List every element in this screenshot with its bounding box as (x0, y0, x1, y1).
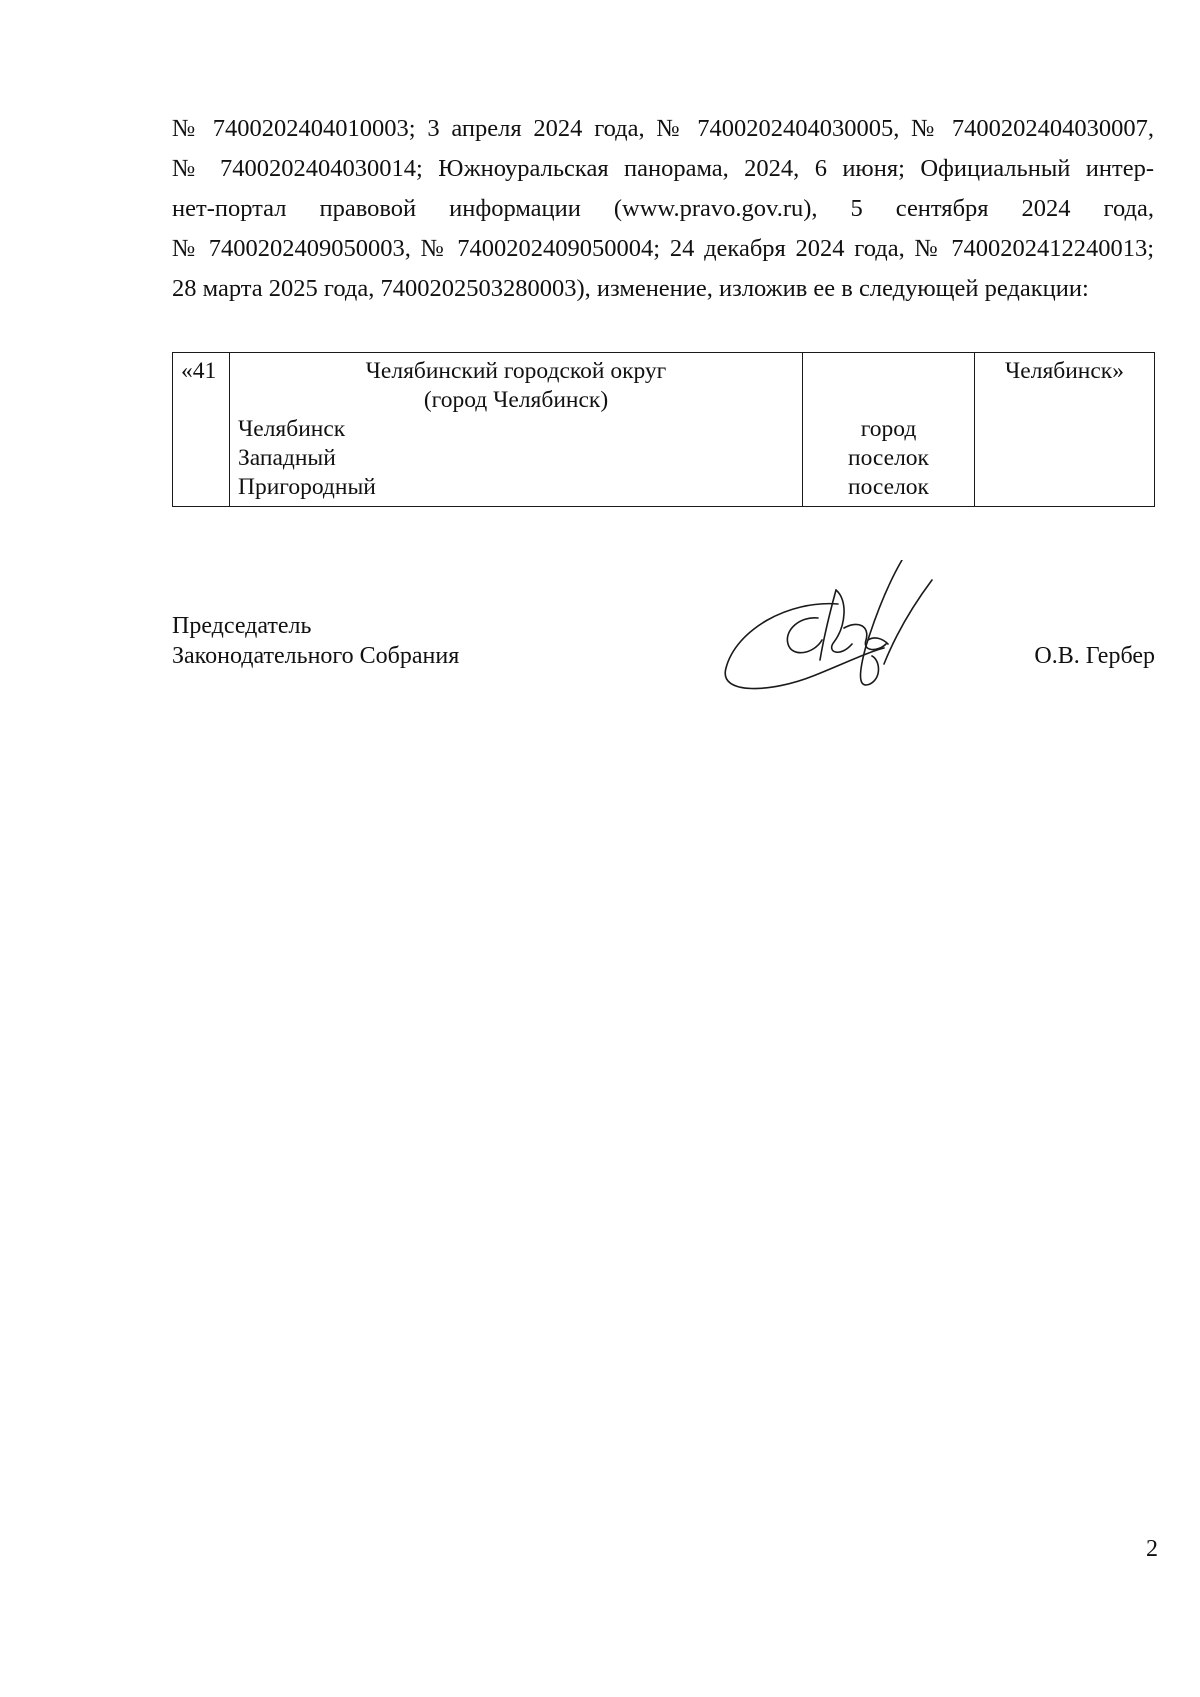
position-line: Председатель (172, 613, 312, 639)
row-number: «41 (181, 358, 217, 384)
position-line: Законодательного Собрания (172, 643, 460, 669)
intro-line: 28 марта 2025 года, 7400202503280003), изменение, изложив ее в следующей редакции: (172, 275, 1089, 302)
handwritten-signature (718, 560, 940, 698)
settlement-type-cell (803, 353, 975, 507)
district-title: Челябинский городской округ (365, 358, 667, 384)
settlement-name: Челябинск (238, 416, 346, 442)
district-subtitle: (город Челябинск) (423, 387, 609, 413)
settlement-list (238, 415, 794, 502)
intro-line: № 7400202404010003; 3 апреля 2024 года, № 7400202404030005, № 7400202404030007, (172, 115, 1154, 142)
district-cell (230, 353, 803, 507)
signatory-position (172, 611, 459, 671)
intro-line: № 7400202404030014; Южноуральская панорама, 2024, 6 июня; Официальный интер- (172, 155, 1154, 182)
settlement-name: Западный (238, 445, 336, 471)
intro-line: нет-портал правовой информации (www.pravo.gov.ru), 5 сентября 2024 года, (172, 195, 1154, 222)
row-number-cell (173, 353, 230, 507)
administrative-center-cell (975, 353, 1155, 507)
signer-name: О.В. Гербер (1034, 643, 1155, 669)
settlement-name: Пригородный (238, 474, 376, 500)
amendment-table (172, 352, 1155, 507)
settlement-type: поселок (848, 474, 929, 500)
table-row (173, 353, 1155, 507)
settlement-type-list (811, 415, 966, 502)
intro-paragraph (172, 109, 1154, 309)
page-number: 2 (1146, 1536, 1158, 1562)
settlement-type: город (860, 416, 917, 442)
administrative-center: Челябинск» (1005, 358, 1124, 384)
settlement-type: поселок (848, 445, 929, 471)
intro-line: № 7400202409050003, № 7400202409050004; 24 декабря 2024 года, № 7400202412240013; (172, 235, 1154, 262)
